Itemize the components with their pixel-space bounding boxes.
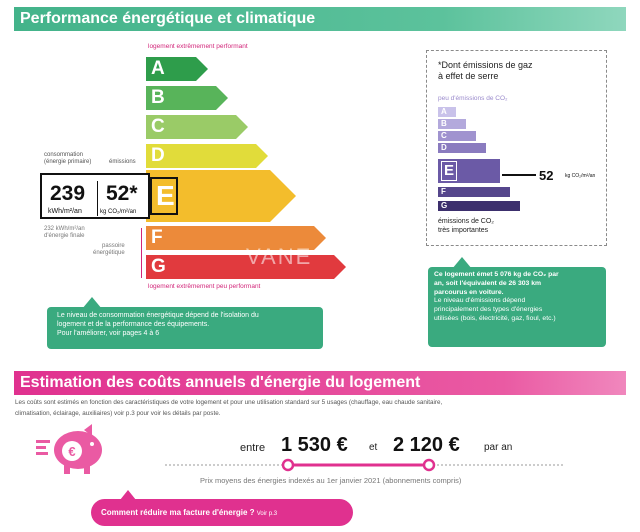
ghg-bar-F: F bbox=[438, 187, 510, 197]
ghg-bar-G: G bbox=[438, 201, 520, 211]
dpe-letter: F bbox=[151, 227, 163, 248]
consumption-value: 239 bbox=[50, 182, 86, 205]
watermark: VANE bbox=[246, 244, 313, 269]
value-separator bbox=[97, 181, 98, 216]
dpe-letter: E bbox=[156, 180, 175, 211]
reduce-bill-link[interactable] bbox=[91, 499, 353, 526]
passoire-bracket bbox=[141, 228, 144, 278]
cost-per-year: par an bbox=[484, 442, 513, 453]
dpe-bar-E-current bbox=[146, 170, 296, 222]
ghg-bar-A: A bbox=[438, 107, 456, 117]
reduce-bill-label: Comment réduire ma facture d'énergie ? bbox=[101, 508, 255, 517]
dpe-bar-B bbox=[146, 86, 228, 110]
emissions-label: émissions bbox=[109, 159, 136, 165]
emissions-value: 52* bbox=[106, 182, 138, 205]
info-bold-line: parcourus en voiture. bbox=[434, 288, 504, 296]
final-energy-line: 232 kWh/m²/an bbox=[44, 226, 85, 232]
dpe-value-box bbox=[40, 173, 150, 219]
ghg-unit: kg CO₂/m²/an bbox=[565, 173, 596, 179]
costs-desc-line: climatisation, éclairage, auxiliaires) voir p.3 pour voir les détails par poste. bbox=[15, 410, 221, 417]
consumption-label bbox=[44, 152, 91, 166]
dpe-letter: D bbox=[151, 145, 165, 166]
cost-entre: entre bbox=[240, 442, 266, 454]
consumption-unit: kWh/m²/an bbox=[48, 208, 82, 215]
ghg-title bbox=[438, 60, 533, 82]
info-line: principalement des types d'énergies bbox=[434, 306, 543, 314]
final-energy-line: d'énergie finale bbox=[44, 233, 85, 239]
prices-note: Prix moyens des énergies indexés au 1er janvier 2021 (abonnements compris) bbox=[200, 476, 462, 485]
dpe-bar-C bbox=[146, 115, 248, 139]
info-bold-line: an, soit l'équivalent de 26 303 km bbox=[434, 279, 542, 287]
ghg-title-line: *Dont émissions de gaz bbox=[438, 60, 533, 70]
piggy-bank-euro-icon bbox=[36, 418, 106, 478]
dpe-letter: B bbox=[151, 87, 165, 108]
passoire-line: énergétique bbox=[93, 250, 125, 256]
ghg-pointer-line bbox=[502, 174, 536, 176]
cost-low-value: 1 530 € bbox=[281, 434, 348, 456]
final-energy-label bbox=[44, 226, 85, 240]
ghg-high-line: émissions de CO₂ bbox=[438, 218, 495, 225]
info-box-consumption bbox=[47, 307, 323, 349]
dpe-bottom-label: logement extrêmement peu performant bbox=[148, 283, 261, 290]
section-title-performance: Performance énergétique et climatique bbox=[14, 7, 626, 31]
passoire-line: passoire bbox=[102, 243, 125, 249]
dpe-top-label: logement extrêmement performant bbox=[148, 43, 248, 50]
emissions-unit: kg CO₂/m²/an bbox=[100, 209, 137, 215]
info-line: Le niveau d'émissions dépend bbox=[434, 297, 526, 305]
dpe-letter: A bbox=[151, 58, 165, 79]
ghg-bar-E-current bbox=[438, 159, 500, 183]
info-line: logement et de la performance des équipements. bbox=[57, 321, 210, 328]
dpe-bar-D bbox=[146, 144, 268, 168]
ghg-value: 52 bbox=[539, 168, 554, 183]
dpe-letter: G bbox=[151, 256, 166, 277]
dpe-bar-A bbox=[146, 57, 208, 81]
info-line: utilisées (bois, électricité, gaz, fioul, etc.) bbox=[434, 314, 556, 322]
ghg-panel bbox=[426, 50, 607, 246]
info-bold-line: Ce logement émet 5 076 kg de CO₂ par bbox=[434, 271, 559, 278]
cta-pointer bbox=[120, 490, 136, 500]
dpe-letter: C bbox=[151, 116, 165, 137]
info-line: Pour l'améliorer, voir pages 4 à 6 bbox=[57, 330, 160, 337]
ghg-bar-D: D bbox=[438, 143, 486, 153]
cost-high-value: 2 120 € bbox=[393, 434, 460, 456]
ghg-high-line: très importantes bbox=[438, 227, 489, 234]
ghg-current-letter: E bbox=[441, 161, 457, 181]
ghg-bar-B: B bbox=[438, 119, 466, 129]
cost-et: et bbox=[369, 442, 378, 453]
info-line: Le niveau de consommation énergétique dépend de l'isolation du bbox=[57, 312, 259, 319]
costs-description bbox=[15, 397, 630, 419]
svg-text:€: € bbox=[68, 444, 76, 459]
section-title-costs: Estimation des coûts annuels d'énergie du logement bbox=[14, 371, 626, 395]
reduce-bill-page-ref: Voir p.3 bbox=[256, 511, 278, 517]
info-box-emissions bbox=[428, 267, 606, 347]
passoire-label bbox=[93, 243, 125, 257]
ghg-title-line: à effet de serre bbox=[438, 71, 499, 81]
consumption-label-line: (énergie primaire) bbox=[44, 159, 92, 165]
cost-range-line bbox=[165, 458, 565, 472]
consumption-label-line: consommation bbox=[44, 152, 84, 158]
ghg-low-label: peu d'émissions de CO₂ bbox=[438, 95, 508, 102]
costs-desc-line: Les coûts sont estimés en fonction des caractéristiques de votre logement et pour une utilisation standard sur 5 usages (chauffage, eau chaude sanitaire, bbox=[15, 399, 443, 406]
ghg-bar-C: C bbox=[438, 131, 476, 141]
ghg-high-label bbox=[438, 217, 494, 235]
